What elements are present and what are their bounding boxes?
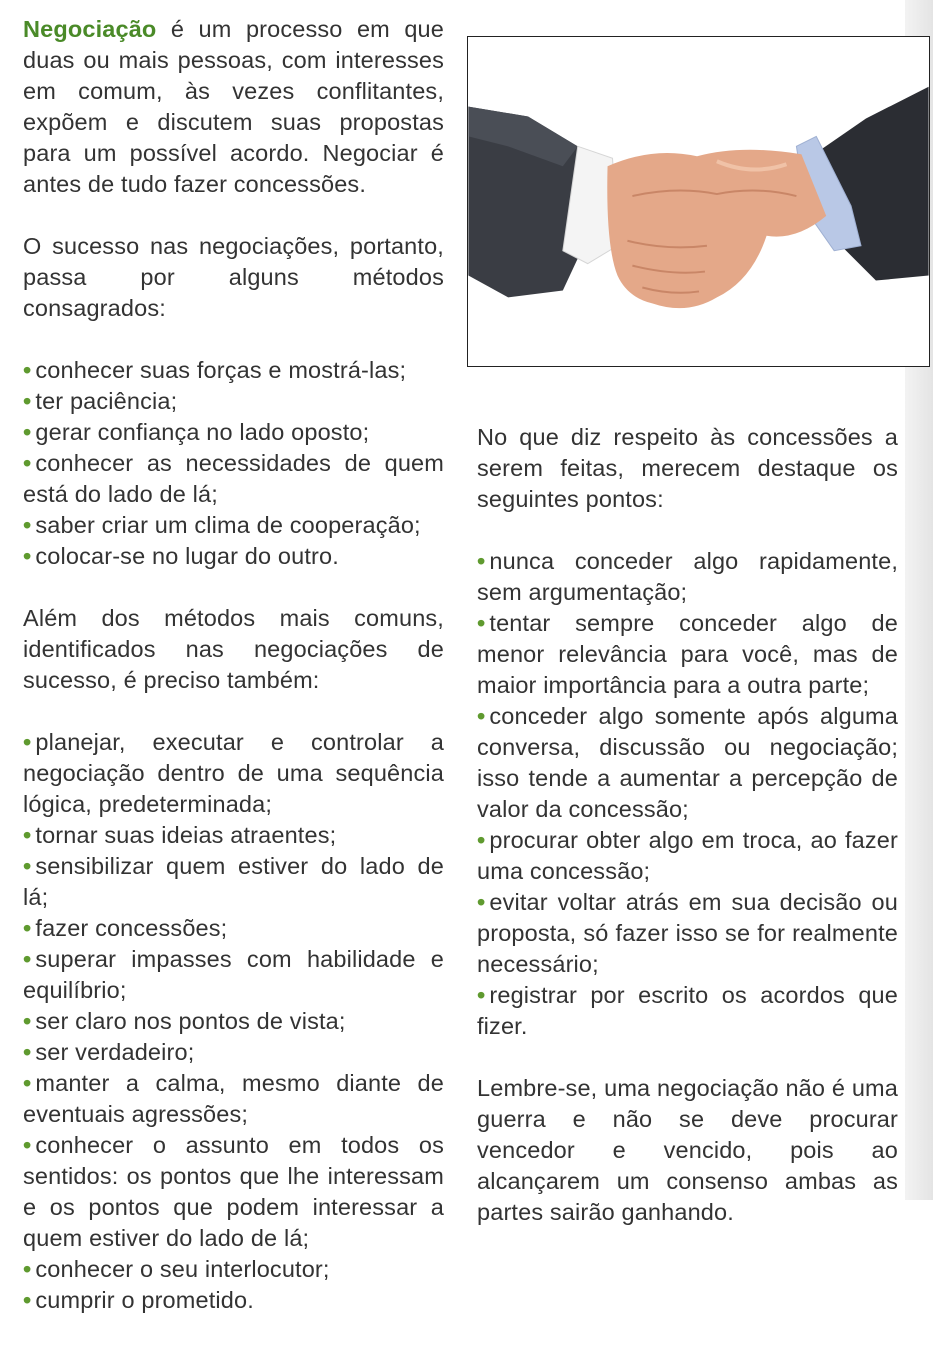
also-list — [23, 727, 444, 1316]
handshake-illustration — [468, 37, 929, 366]
bullet-icon: • — [23, 1070, 32, 1096]
list-item: • colocar-se no lugar do outro. — [23, 543, 339, 569]
bullet-icon: • — [477, 827, 486, 853]
list-item: • procurar obter algo em troca, ao fazer uma concessão; — [477, 827, 898, 884]
list-item: • conhecer o assunto em todos os sentidos: os pontos que lhe interessam e os pontos que podem interessar a quem estiver do lado de lá; — [23, 1132, 444, 1251]
bullet-icon: • — [23, 543, 32, 569]
concessions-list — [477, 546, 898, 1042]
list-item: • tentar sempre conceder algo de menor relevância para você, mas de maior importância para a outra parte; — [477, 610, 898, 698]
bullet-icon: • — [23, 450, 32, 476]
list-item: • nunca conceder algo rapidamente, sem argumentação; — [477, 548, 898, 605]
list-item: • sensibilizar quem estiver do lado de lá; — [23, 853, 444, 910]
bullet-icon: • — [477, 548, 486, 574]
list-item: • manter a calma, mesmo diante de eventuais agressões; — [23, 1070, 444, 1127]
bullet-icon: • — [23, 1132, 32, 1158]
bullet-icon: • — [477, 703, 486, 729]
bullet-icon: • — [477, 982, 486, 1008]
bullet-icon: • — [23, 822, 32, 848]
methods-list — [23, 355, 444, 572]
list-item: • conhecer as necessidades de quem está do lado de lá; — [23, 450, 444, 507]
list-item: • conceder algo somente após alguma conversa, discussão ou negociação; isso tende a aumentar a percepção de valor da concessão; — [477, 703, 898, 822]
clasped-hands — [607, 150, 826, 308]
bullet-icon: • — [23, 388, 32, 414]
bullet-icon: • — [23, 1287, 32, 1313]
bullet-icon: • — [477, 610, 486, 636]
list-item: • evitar voltar atrás em sua decisão ou proposta, só fazer isso se for realmente necessário; — [477, 889, 898, 977]
bullet-icon: • — [23, 1039, 32, 1065]
bullet-icon: • — [23, 915, 32, 941]
bullet-icon: • — [23, 357, 32, 383]
left-column — [23, 14, 444, 1347]
list-item: • gerar confiança no lado oposto; — [23, 419, 370, 445]
list-item: • tornar suas ideias atraentes; — [23, 822, 337, 848]
bullet-icon: • — [23, 419, 32, 445]
bullet-icon: • — [23, 946, 32, 972]
closing-paragraph: Lembre-se, uma negociação não é uma guerra e não se deve procurar vencedor e vencido, pois ao alcançarem um consenso ambas as partes sairão ganhando. — [477, 1075, 898, 1225]
list-item: • superar impasses com habilidade e equilíbrio; — [23, 946, 444, 1003]
intro-text: é um processo em que duas ou mais pessoas, com interesses em comum, às vezes conflitantes, expõem e discutem suas propostas para um possível acordo. Negociar é antes de tudo fazer concessões. — [23, 16, 444, 197]
bullet-icon: • — [23, 512, 32, 538]
bullet-icon: • — [23, 729, 32, 755]
list-item: • conhecer suas forças e mostrá-las; — [23, 357, 407, 383]
list-item: • ser claro nos pontos de vista; — [23, 1008, 346, 1034]
list-item: • conhecer o seu interlocutor; — [23, 1256, 330, 1282]
list-item: • ser verdadeiro; — [23, 1039, 195, 1065]
bullet-icon: • — [23, 1256, 32, 1282]
intro-paragraph — [23, 14, 444, 200]
concessions-intro-paragraph: No que diz respeito às concessões a serem feitas, merecem destaque os seguintes pontos: — [477, 424, 898, 512]
methods-intro-paragraph: O sucesso nas negociações, portanto, passa por alguns métodos consagrados: — [23, 233, 444, 321]
bullet-icon: • — [23, 1008, 32, 1034]
handshake-photo — [467, 36, 930, 367]
list-item: • cumprir o prometido. — [23, 1287, 254, 1313]
bullet-icon: • — [23, 853, 32, 879]
right-column — [477, 422, 898, 1259]
list-item: • planejar, executar e controlar a negociação dentro de uma sequência lógica, predeterminada; — [23, 729, 444, 817]
also-intro-paragraph: Além dos métodos mais comuns, identificados nas negociações de sucesso, é preciso também: — [23, 605, 444, 693]
list-item: • fazer concessões; — [23, 915, 228, 941]
keyword-negociacao: Negociação — [23, 16, 157, 42]
list-item: • registrar por escrito os acordos que fizer. — [477, 982, 898, 1039]
bullet-icon: • — [477, 889, 486, 915]
list-item: • ter paciência; — [23, 388, 178, 414]
list-item: • saber criar um clima de cooperação; — [23, 512, 421, 538]
